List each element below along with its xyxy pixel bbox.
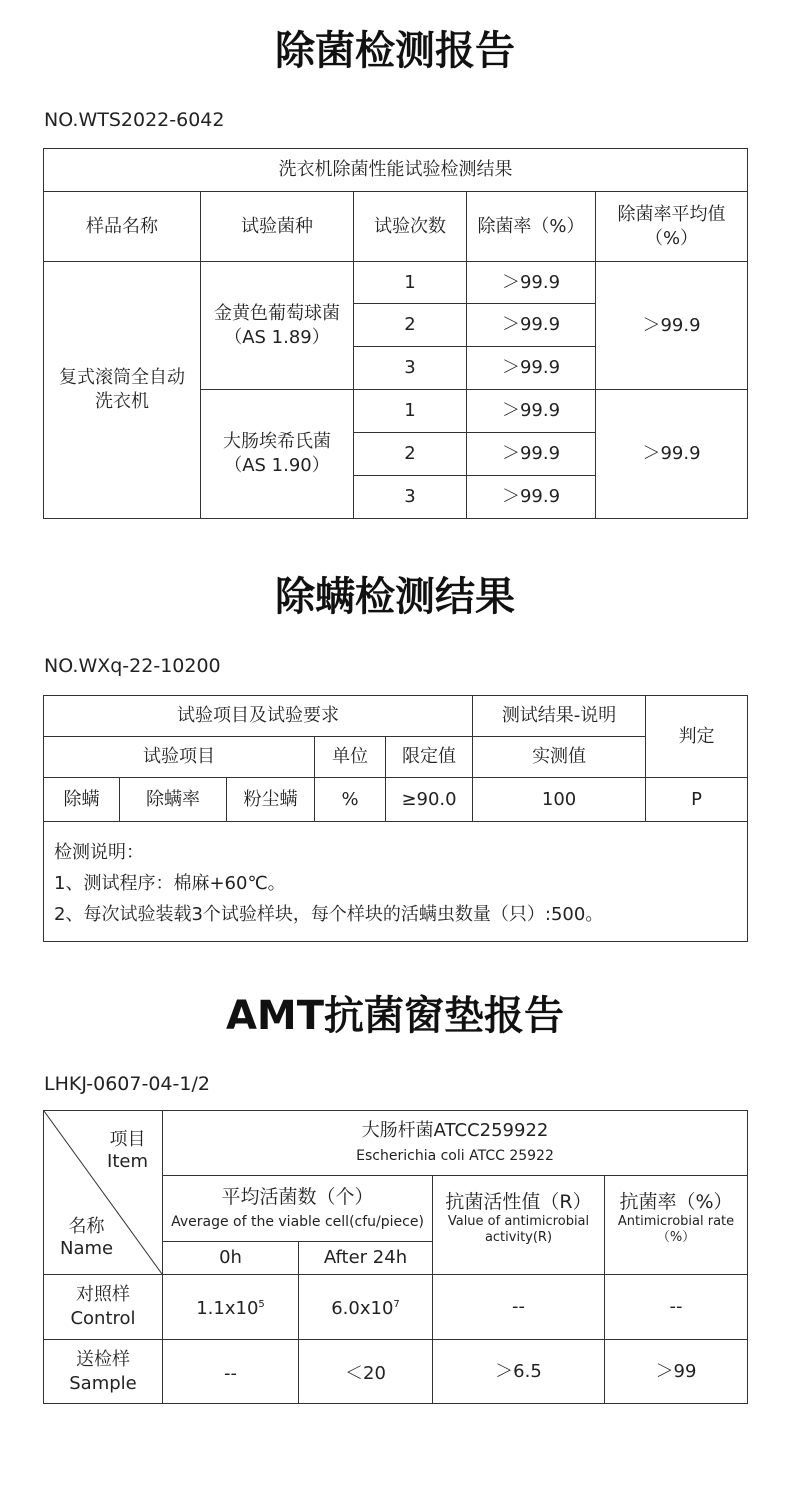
cell-measured: 100: [473, 778, 646, 822]
corner-name-cn: 名称: [68, 1216, 105, 1237]
header-avg: 除菌率平均值（%）: [596, 192, 748, 262]
avg-value: ＞99.9: [596, 262, 748, 390]
section2-title: 除螨检测结果: [275, 574, 515, 620]
value-base: ＜20: [345, 1362, 386, 1384]
value-exponent: 5: [258, 1299, 265, 1310]
activity-value: ＞6.5: [433, 1340, 605, 1404]
header-items: 试验项目及试验要求: [44, 696, 473, 737]
header-result: 测试结果-说明: [473, 696, 646, 737]
cell-category: 除螨: [44, 778, 120, 822]
header-24h: After 24h: [299, 1242, 433, 1275]
value-exponent: 7: [393, 1299, 400, 1310]
row-name-cn: 对照样: [76, 1284, 130, 1305]
cell-limit: ≥90.0: [386, 778, 473, 822]
activity-value: --: [433, 1275, 605, 1340]
avg-viable-en: Average of the viable cell(cfu/piece): [171, 1213, 424, 1230]
run-number: 1: [354, 262, 467, 304]
strain-code: （AS 1.90）: [224, 455, 330, 476]
header-rate: 除菌率（%）: [467, 192, 596, 262]
value-0h: [163, 1275, 299, 1340]
row-name: [44, 1340, 163, 1404]
header-limit: 限定值: [386, 737, 473, 778]
activity-header: [433, 1176, 605, 1275]
header-unit: 单位: [315, 737, 386, 778]
rate-value: --: [605, 1275, 748, 1340]
section3-title: AMT抗菌窗垫报告: [225, 993, 565, 1039]
corner-item-label: [107, 1129, 148, 1173]
section2-docno: NO.WXq-22-10200: [44, 655, 221, 677]
rate-value: ＞99.9: [467, 476, 596, 519]
mite-table: [43, 695, 748, 942]
row-name-cn: 送检样: [76, 1348, 130, 1370]
value-0h: [163, 1340, 299, 1404]
activity-cn: 抗菌活性值（R）: [445, 1191, 592, 1213]
strain-cell: [201, 390, 354, 519]
section1-docno: NO.WTS2022-6042: [44, 109, 225, 131]
run-number: 1: [354, 390, 467, 433]
run-number: 2: [354, 433, 467, 476]
section1-title: 除菌检测报告: [275, 28, 515, 74]
notes-title: 检测说明：: [54, 842, 144, 863]
antibacterial-table: [43, 1110, 748, 1404]
cell-mite-type: 粉尘螨: [227, 778, 315, 822]
cell-judge: P: [646, 778, 748, 822]
header-sample: 样品名称: [44, 192, 201, 262]
section3-docno: LHKJ-0607-04-1/2: [44, 1073, 210, 1095]
value-24h: [299, 1275, 433, 1340]
activity-en: Value of antimicrobial activity(R): [447, 1214, 590, 1245]
corner-name-en: Name: [60, 1238, 114, 1259]
rate-header: [605, 1176, 748, 1275]
strain-name: 大肠埃希氏菌: [223, 431, 331, 452]
sterilization-table: [43, 148, 748, 519]
row-name: [44, 1275, 163, 1340]
note-line: 2、每次试验装载3个试验样块，每个样块的活螨虫数量（只）:500。: [54, 904, 604, 925]
note-line: 1、测试程序：棉麻+60℃。: [54, 873, 286, 894]
cell-unit: %: [315, 778, 386, 822]
avg-value: ＞99.9: [596, 390, 748, 519]
header-strain: 试验菌种: [201, 192, 354, 262]
sample-name: 复式滚筒全自动洗衣机: [44, 262, 201, 519]
rate-en: Antimicrobial rate（%）: [617, 1214, 735, 1245]
rate-value: ＞99.9: [467, 390, 596, 433]
rate-value: ＞99: [605, 1340, 748, 1404]
value-base: 6.0x10: [331, 1298, 394, 1319]
notes-cell: [44, 822, 748, 942]
corner-header: [44, 1111, 163, 1275]
rate-value: ＞99.9: [467, 347, 596, 390]
rate-value: ＞99.9: [467, 304, 596, 347]
strain-cn: 大肠杆菌ATCC259922: [361, 1120, 549, 1141]
avg-viable-cn: 平均活菌数（个）: [221, 1185, 374, 1208]
run-number: 2: [354, 304, 467, 347]
strain-code: （AS 1.89）: [224, 326, 330, 348]
header-judge: 判定: [646, 696, 748, 778]
rate-value: ＞99.9: [467, 262, 596, 304]
rate-value: ＞99.9: [467, 433, 596, 476]
strain-cell: [201, 262, 354, 390]
strain-name: 金黄色葡萄球菌: [214, 302, 340, 324]
value-base: --: [224, 1362, 237, 1384]
value-base: 1.1x10: [196, 1298, 259, 1319]
strain-en: Escherichia coli ATCC 25922: [356, 1148, 554, 1164]
header-measured: 实测值: [473, 737, 646, 778]
header-item: 试验项目: [44, 737, 315, 778]
corner-item-cn: 项目: [109, 1129, 146, 1150]
corner-name-label: [60, 1216, 113, 1260]
avg-viable-header: [163, 1176, 433, 1242]
rate-cn: 抗菌率（%）: [619, 1191, 733, 1213]
strain-header: [163, 1111, 748, 1176]
corner-item-en: Item: [107, 1151, 148, 1172]
cell-item: 除螨率: [120, 778, 227, 822]
row-name-en: Control: [70, 1308, 136, 1329]
header-runs: 试验次数: [354, 192, 467, 262]
header-0h: 0h: [163, 1242, 299, 1275]
value-24h: [299, 1340, 433, 1404]
table-title: 洗衣机除菌性能试验检测结果: [44, 149, 748, 192]
run-number: 3: [354, 347, 467, 390]
row-name-en: Sample: [69, 1372, 137, 1394]
run-number: 3: [354, 476, 467, 519]
